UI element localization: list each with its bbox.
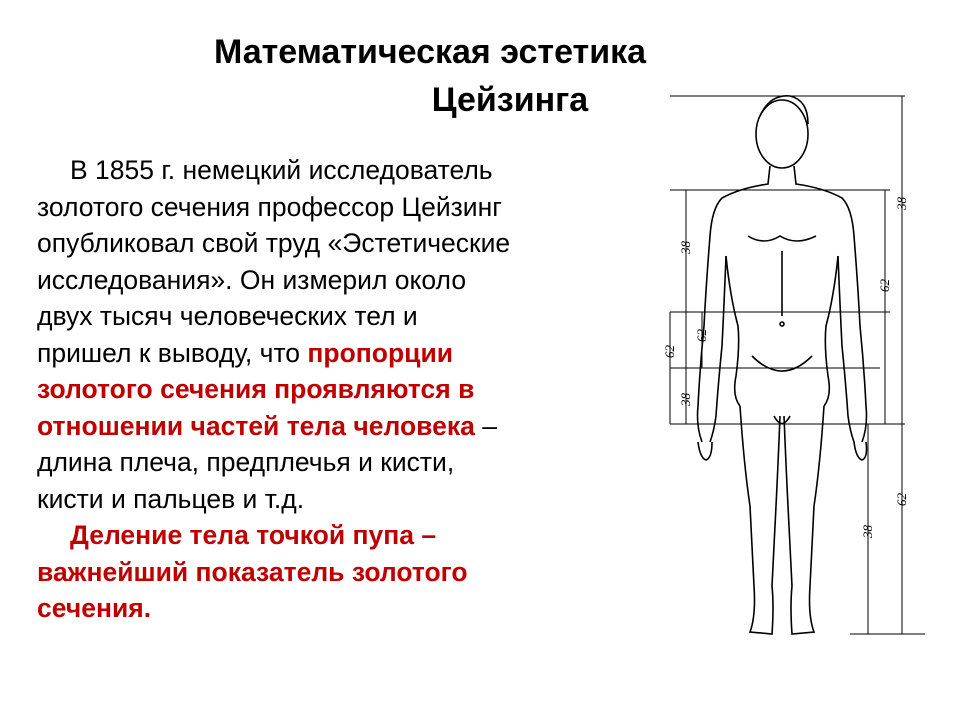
highlight-text: отношении частей тела человека bbox=[37, 410, 475, 441]
label-right-38-lower: 38 bbox=[860, 525, 875, 538]
measurement-lines bbox=[670, 96, 925, 634]
paragraph-text: пришел к выводу, что bbox=[37, 337, 308, 368]
label-left-38: 38 bbox=[678, 241, 693, 254]
paragraph-line: кисти и пальцев и т.д. bbox=[37, 483, 305, 514]
label-right-62-middle: 62 bbox=[877, 279, 892, 292]
paragraph-line: золотого сечения профессор Цейзинг bbox=[37, 191, 502, 222]
paragraph-line: длина плеча, предплечья и кисти, bbox=[37, 447, 455, 477]
label-left-62-outer: 62 bbox=[662, 345, 677, 358]
title-line-1: Математическая эстетика bbox=[213, 33, 647, 71]
paragraph-line: исследования». Он измерил около bbox=[37, 264, 467, 295]
main-paragraph bbox=[37, 152, 637, 627]
highlight-text: золотого сечения проявляются в bbox=[37, 374, 475, 404]
label-left-62-inner: 62 bbox=[694, 329, 709, 342]
conclusion-line: важнейший показатель золотого bbox=[37, 556, 468, 587]
label-right-62-lower: 62 bbox=[894, 493, 909, 506]
conclusion-line: Деление тела точкой пупа – bbox=[70, 520, 437, 550]
label-right-38-top: 38 bbox=[894, 197, 909, 210]
conclusion-line: сечения. bbox=[37, 593, 152, 623]
body-diagram bbox=[640, 86, 940, 646]
human-proportions-figure bbox=[640, 86, 940, 646]
title-line-2: Цейзинга bbox=[431, 81, 589, 119]
dash-text: – bbox=[474, 410, 497, 441]
paragraph-line: двух тысяч человеческих тел и bbox=[37, 301, 418, 331]
paragraph-line-mixed bbox=[37, 335, 637, 372]
label-left-38-lower: 38 bbox=[678, 393, 693, 406]
paragraph-line: опубликовал свой труд «Эстетические bbox=[37, 228, 511, 258]
human-silhouette bbox=[698, 96, 867, 634]
highlight-text: пропорции bbox=[307, 337, 454, 368]
paragraph-line-mixed bbox=[37, 408, 637, 445]
paragraph-line: В 1855 г. немецкий исследователь bbox=[70, 155, 493, 185]
